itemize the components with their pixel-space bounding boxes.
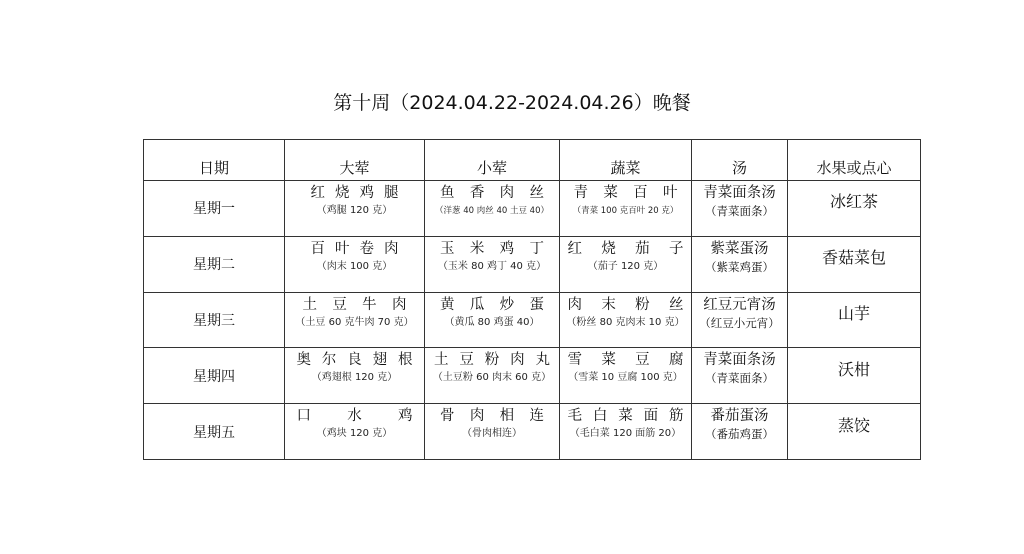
fruit-cell: [788, 181, 921, 237]
main-dish-cell: [285, 292, 425, 348]
soup-cell: [692, 348, 788, 404]
main-dish-name: 奥尔良翅根: [296, 352, 413, 369]
menu-table: [143, 139, 921, 460]
veg-dish-cell: [560, 292, 692, 348]
main-dish-cell: [285, 404, 425, 460]
veg-dish-note: （粉丝 80 克肉末 10 克）: [566, 316, 685, 328]
soup-cell: [692, 404, 788, 460]
veg-dish-note: （毛白菜 120 面筋 20）: [569, 428, 682, 440]
small-dish-note: （洋葱 40 肉丝 40 土豆 40）: [435, 206, 549, 216]
small-dish-note: （骨肉相连）: [462, 428, 522, 440]
soup-note: （红豆小元宵）: [699, 315, 780, 330]
veg-dish-name: 肉末粉丝: [567, 296, 684, 313]
table-row: [144, 292, 921, 348]
fruit-cell: [788, 236, 921, 292]
header-small-meat: 小荤: [425, 140, 560, 181]
main-dish-name: 百叶卷肉: [310, 240, 399, 257]
veg-dish-cell: [560, 236, 692, 292]
soup-name: 青菜面条汤: [703, 352, 776, 369]
fruit-text: 冰红茶: [829, 192, 878, 212]
main-dish-name: 红烧鸡腿: [310, 185, 399, 201]
small-dish-name: 鱼香肉丝: [440, 185, 544, 201]
small-dish-cell: [425, 404, 560, 460]
soup-name: 青菜面条汤: [703, 185, 776, 201]
header-main-meat: 大荤: [285, 140, 425, 181]
veg-dish-name: 雪菜豆腐: [567, 352, 684, 369]
soup-cell: [692, 181, 788, 237]
soup-note: （紫菜鸡蛋）: [705, 259, 774, 274]
fruit-text: 香菇菜包: [821, 248, 886, 268]
day-cell: 星期五: [144, 404, 285, 460]
table-row: [144, 181, 921, 237]
fruit-cell: [788, 404, 921, 460]
veg-dish-cell: [560, 404, 692, 460]
soup-name: 紫菜蛋汤: [710, 240, 769, 257]
main-dish-note: （鸡腿 120 克）: [316, 205, 393, 216]
soup-cell: [692, 292, 788, 348]
day-cell: 星期一: [144, 181, 285, 237]
main-dish-cell: [285, 181, 425, 237]
small-dish-cell: [425, 181, 560, 237]
main-dish-cell: [285, 236, 425, 292]
header-vegetable: 蔬菜: [560, 140, 692, 181]
veg-dish-cell: [560, 348, 692, 404]
veg-dish-cell: [560, 181, 692, 237]
fruit-cell: [788, 292, 921, 348]
fruit-text: 沃柑: [837, 359, 870, 379]
fruit-text: 蒸饺: [837, 415, 870, 435]
veg-dish-name: 青菜百叶: [573, 185, 678, 201]
fruit-text: 山芋: [837, 303, 870, 323]
small-dish-name: 骨肉相连: [440, 408, 544, 425]
main-dish-name: 土豆牛肉: [302, 296, 407, 313]
header-row: [144, 140, 921, 181]
day-cell: 星期二: [144, 236, 285, 292]
header-soup: 汤: [692, 140, 788, 181]
table-row: [144, 348, 921, 404]
soup-note: （青菜面条）: [705, 204, 774, 218]
veg-dish-note: （雪菜 10 豆腐 100 克）: [568, 372, 683, 384]
main-dish-note: （鸡块 120 克）: [316, 428, 393, 440]
soup-note: （番茄鸡蛋）: [705, 427, 774, 442]
soup-cell: [692, 236, 788, 292]
header-fruit-snack: 水果或点心: [788, 140, 921, 181]
small-dish-name: 黄瓜炒蛋: [440, 296, 544, 313]
main-dish-note: （土豆 60 克牛肉 70 克）: [295, 316, 414, 328]
small-dish-name: 玉米鸡丁: [440, 240, 544, 257]
small-dish-note: （玉米 80 鸡丁 40 克）: [437, 260, 547, 272]
fruit-cell: [788, 348, 921, 404]
small-dish-note: （土豆粉 60 肉末 60 克）: [432, 372, 552, 384]
small-dish-cell: [425, 292, 560, 348]
soup-note: （青菜面条）: [705, 371, 774, 386]
main-dish-note: （肉末 100 克）: [316, 260, 393, 272]
small-dish-cell: [425, 236, 560, 292]
page-title: 第十周（2024.04.22-2024.04.26）晚餐: [333, 92, 691, 114]
main-dish-cell: [285, 348, 425, 404]
small-dish-note: （黄瓜 80 鸡蛋 40）: [444, 316, 540, 328]
main-dish-note: （鸡翅根 120 克）: [311, 372, 398, 384]
main-dish-name: 口水鸡: [296, 408, 413, 425]
small-dish-name: 土豆粉肉丸: [434, 352, 550, 369]
veg-dish-name: 毛白菜面筋: [567, 408, 684, 425]
soup-name: 红豆元宵汤: [703, 296, 776, 313]
soup-name: 番茄蛋汤: [710, 408, 769, 425]
small-dish-cell: [425, 348, 560, 404]
table-row: [144, 404, 921, 460]
day-cell: 星期三: [144, 292, 285, 348]
veg-dish-note: （青菜 100 克百叶 20 克）: [572, 206, 679, 216]
veg-dish-name: 红烧茄子: [567, 240, 684, 257]
header-date: 日期: [144, 140, 285, 181]
table-row: [144, 236, 921, 292]
day-cell: 星期四: [144, 348, 285, 404]
veg-dish-note: （茄子 120 克）: [587, 260, 664, 272]
